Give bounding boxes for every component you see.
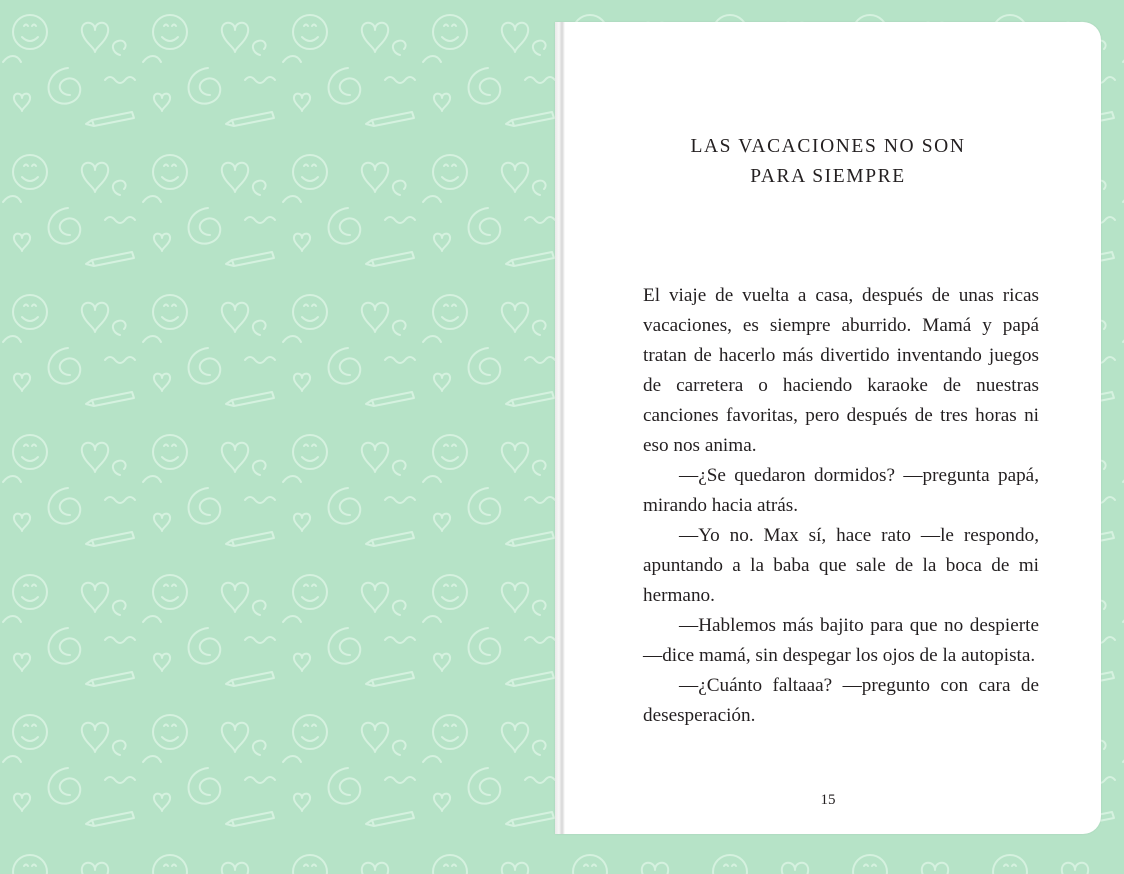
paragraph: —¿Cuánto faltaaa? —pregunto con cara de desesperación.: [643, 675, 1039, 726]
paragraph: —Yo no. Max sí, hace rato —le respondo, apuntando a la baba que sale de la boca de mi hermano.: [643, 525, 1039, 606]
chapter-title-line-1: LAS VACACIONES NO SON: [690, 136, 966, 157]
chapter-title-line-2: PARA SIEMPRE: [750, 166, 906, 187]
paragraph: El viaje de vuelta a casa, después de unas ricas vacaciones, es siempre aburrido. Mamá y papá tratan de hacerlo más divertido inventando juegos de carretera o haciendo karaoke de nuestras canciones favoritas, pero después de tres horas ni eso nos anima.: [643, 285, 1039, 456]
page-number: 15: [820, 792, 836, 808]
book-page: [555, 22, 1101, 834]
paragraph: —Hablemos más bajito para que no despierte —dice mamá, sin despegar los ojos de la autopista.: [643, 615, 1039, 666]
paragraph: —¿Se quedaron dormidos? —pregunta papá, mirando hacia atrás.: [643, 465, 1039, 516]
body-text: [643, 281, 1039, 731]
chapter-title: [555, 132, 1101, 192]
